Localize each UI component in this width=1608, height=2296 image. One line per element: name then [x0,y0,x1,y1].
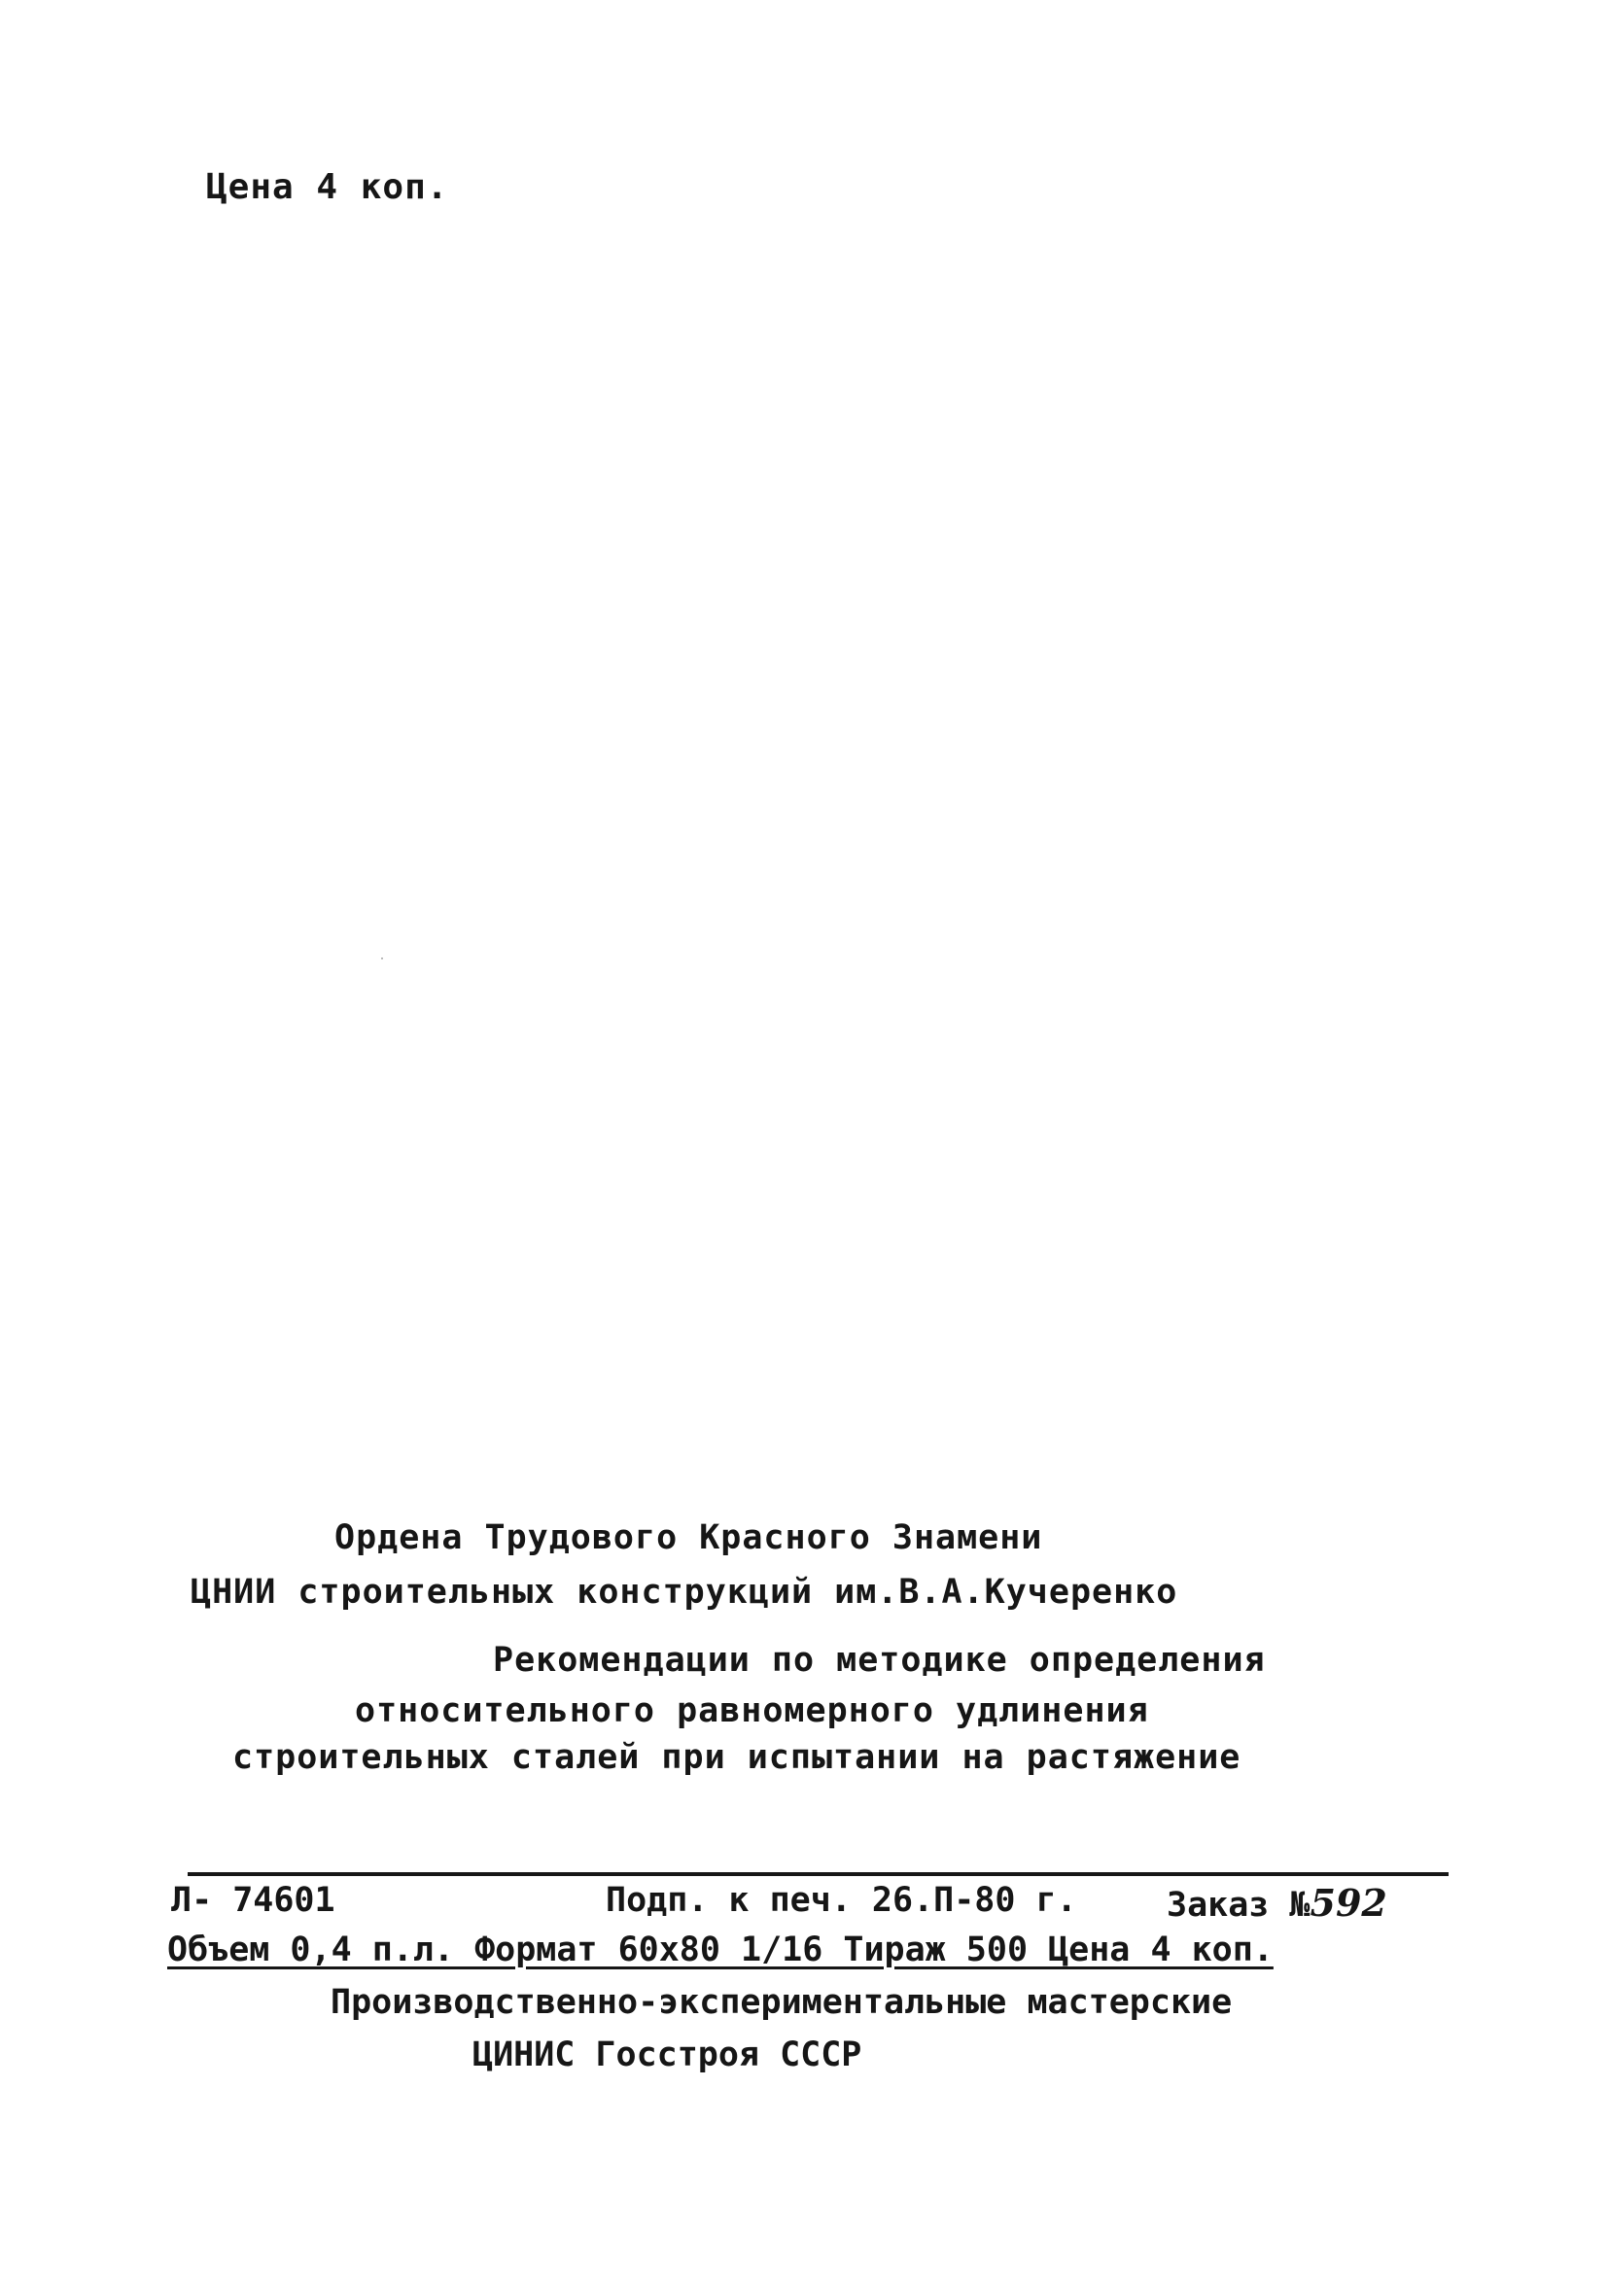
imprint-publisher-line-2: ЦИНИС Госстроя СССР [472,2035,862,2074]
imprint-order-label: Заказ № [1167,1886,1311,1925]
imprint-publisher-line-1: Производственно-экспериментальные мастерские [331,1983,1233,2022]
imprint-details: Объем 0,4 п.л. Формат 60х80 1/16 Тираж 500 Цена 4 коп. [167,1931,1274,1969]
title-line-5: строительных сталей при испытании на растяжение [232,1738,1241,1777]
title-line-4: относительного равномерного удлинения [355,1691,1149,1730]
imprint-code: Л- 74601 [171,1881,335,1920]
title-line-2: ЦНИИ строительных конструкций им.В.А.Кучеренко [191,1573,1178,1612]
title-line-1: Ордена Трудового Красного Знамени [334,1518,1043,1557]
imprint-divider [188,1872,1449,1876]
scan-speck [381,957,383,959]
price-note: Цена 4 коп. [206,167,449,207]
imprint-signed: Подп. к печ. 26.П-80 г. [606,1881,1077,1920]
title-line-3: Рекомендации по методике определения [493,1641,1266,1680]
imprint-order-number: 592 [1310,1881,1387,1925]
imprint-order [1167,1881,1387,1925]
